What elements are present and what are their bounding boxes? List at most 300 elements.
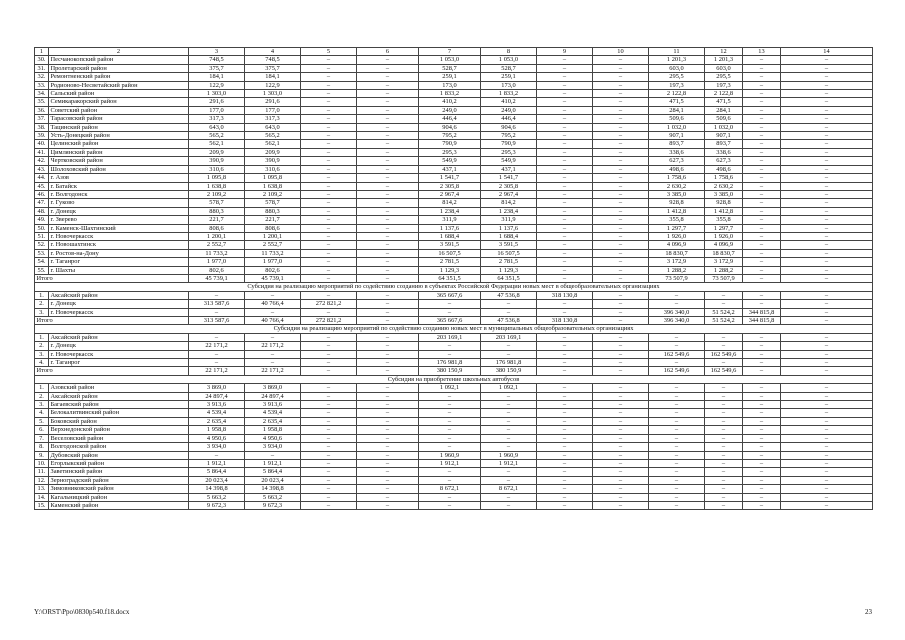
table-row (35, 501, 873, 509)
amount-cell: – (357, 258, 419, 266)
amount-cell: 748,5 (189, 56, 245, 64)
amount-cell: 2 630,2 (705, 182, 743, 190)
total-row (35, 317, 873, 325)
amount-cell: – (357, 64, 419, 72)
amount-cell: – (537, 56, 593, 64)
amount-cell: – (781, 232, 873, 240)
amount-cell: – (743, 56, 781, 64)
amount-cell: – (705, 417, 743, 425)
amount-cell: – (743, 174, 781, 182)
amount-cell: – (649, 468, 705, 476)
amount-cell: – (537, 98, 593, 106)
amount-cell: – (301, 73, 357, 81)
amount-cell: 14 398,8 (245, 485, 301, 493)
amount-cell: – (189, 451, 245, 459)
row-number: 31. (35, 64, 49, 72)
amount-cell: – (357, 90, 419, 98)
municipality-name: Белокалитвинский район (49, 409, 189, 417)
total-amount: 45 739,1 (189, 274, 245, 282)
amount-cell: 1 129,3 (419, 266, 481, 274)
table-row (35, 426, 873, 434)
amount-cell: – (357, 451, 419, 459)
column-number: 7 (419, 48, 481, 56)
amount-cell: – (301, 207, 357, 215)
amount-cell: – (301, 98, 357, 106)
amount-cell: 1 912,1 (481, 459, 537, 467)
row-number: 52. (35, 241, 49, 249)
amount-cell: – (537, 232, 593, 240)
amount-cell: – (301, 468, 357, 476)
amount-cell: 808,6 (189, 224, 245, 232)
amount-cell: – (593, 392, 649, 400)
total-amount: – (781, 367, 873, 375)
amount-cell: – (357, 132, 419, 140)
amount-cell: 2 305,8 (419, 182, 481, 190)
amount-cell: 528,7 (481, 64, 537, 72)
amount-cell: – (301, 199, 357, 207)
municipality-name: г. Ростов-на-Дону (49, 249, 189, 257)
amount-cell: 317,3 (245, 115, 301, 123)
amount-cell: – (245, 308, 301, 316)
amount-cell: 51 524,2 (705, 308, 743, 316)
amount-cell: 344 815,8 (743, 308, 781, 316)
row-number: 49. (35, 216, 49, 224)
amount-cell: – (743, 266, 781, 274)
column-number: 9 (537, 48, 593, 56)
municipality-name: Советский район (49, 106, 189, 114)
table-row (35, 476, 873, 484)
document-path: Y:\ORST\Ppo\0830p540.f18.docx (34, 608, 130, 616)
amount-cell: – (357, 308, 419, 316)
amount-cell: – (593, 165, 649, 173)
amount-cell: 1 303,0 (189, 90, 245, 98)
amount-cell: 802,6 (245, 266, 301, 274)
row-number: 13. (35, 485, 49, 493)
amount-cell: 4 950,6 (245, 434, 301, 442)
row-number: 40. (35, 140, 49, 148)
amount-cell: – (537, 501, 593, 509)
column-number: 11 (649, 48, 705, 56)
amount-cell: 162 549,6 (705, 350, 743, 358)
table-row (35, 451, 873, 459)
amount-cell: – (301, 451, 357, 459)
amount-cell: – (301, 56, 357, 64)
amount-cell: – (537, 426, 593, 434)
amount-cell: 1 303,0 (245, 90, 301, 98)
total-label: Итого (35, 274, 189, 282)
municipality-name: г. Батайск (49, 182, 189, 190)
amount-cell: – (357, 333, 419, 341)
table-row (35, 300, 873, 308)
amount-cell: – (781, 81, 873, 89)
table-row (35, 73, 873, 81)
table-row (35, 132, 873, 140)
amount-cell: 795,2 (419, 132, 481, 140)
total-amount: – (743, 274, 781, 282)
row-number: 39. (35, 132, 49, 140)
amount-cell: – (301, 392, 357, 400)
amount-cell: – (743, 426, 781, 434)
amount-cell: – (481, 468, 537, 476)
row-number: 1. (35, 384, 49, 392)
amount-cell: – (481, 501, 537, 509)
amount-cell: 396 340,0 (649, 308, 705, 316)
municipality-name: Усть-Донецкий район (49, 132, 189, 140)
amount-cell: 1 095,8 (245, 174, 301, 182)
total-amount: 22 171,2 (245, 367, 301, 375)
row-number: 36. (35, 106, 49, 114)
amount-cell: – (593, 182, 649, 190)
municipality-name: Шолоховский район (49, 165, 189, 173)
amount-cell: 390,9 (189, 157, 245, 165)
amount-cell: 209,9 (245, 148, 301, 156)
amount-cell: 471,5 (649, 98, 705, 106)
amount-cell: – (357, 157, 419, 165)
table-row (35, 342, 873, 350)
amount-cell: 221,7 (189, 216, 245, 224)
amount-cell: – (593, 350, 649, 358)
amount-cell: – (649, 384, 705, 392)
amount-cell: 16 507,5 (481, 249, 537, 257)
amount-cell: 2 122,8 (649, 90, 705, 98)
amount-cell: 1 688,4 (419, 232, 481, 240)
amount-cell: – (537, 182, 593, 190)
table-row (35, 291, 873, 299)
municipality-name: г. Донецк (49, 300, 189, 308)
amount-cell: 928,8 (649, 199, 705, 207)
amount-cell: – (593, 401, 649, 409)
amount-cell: 291,6 (245, 98, 301, 106)
amount-cell: 1 200,1 (189, 232, 245, 240)
amount-cell: – (593, 115, 649, 123)
amount-cell: – (705, 443, 743, 451)
amount-cell: – (357, 199, 419, 207)
table-row (35, 123, 873, 131)
amount-cell: 928,8 (705, 199, 743, 207)
amount-cell: – (189, 308, 245, 316)
amount-cell: 5 663,2 (189, 493, 245, 501)
amount-cell: – (301, 64, 357, 72)
amount-cell: 2 552,7 (189, 241, 245, 249)
amount-cell: – (781, 308, 873, 316)
amount-cell: 2 635,4 (245, 417, 301, 425)
total-amount: – (537, 367, 593, 375)
amount-cell: – (593, 485, 649, 493)
amount-cell: 471,5 (705, 98, 743, 106)
amount-cell: 795,2 (481, 132, 537, 140)
amount-cell: – (357, 384, 419, 392)
amount-cell: 1 912,1 (245, 459, 301, 467)
amount-cell: 2 967,4 (481, 190, 537, 198)
amount-cell: – (245, 291, 301, 299)
amount-cell: 1 638,8 (245, 182, 301, 190)
municipality-name: г. Донецк (49, 207, 189, 215)
amount-cell: 627,3 (705, 157, 743, 165)
amount-cell: – (781, 207, 873, 215)
column-number: 10 (593, 48, 649, 56)
amount-cell: – (357, 417, 419, 425)
amount-cell: – (593, 451, 649, 459)
total-amount: 380 150,9 (419, 367, 481, 375)
amount-cell: – (419, 476, 481, 484)
amount-cell: – (357, 106, 419, 114)
amount-cell: 3 934,0 (245, 443, 301, 451)
amount-cell: 221,7 (245, 216, 301, 224)
amount-cell: – (537, 199, 593, 207)
amount-cell: – (537, 443, 593, 451)
amount-cell: 249,0 (481, 106, 537, 114)
municipality-name: Тацинский район (49, 123, 189, 131)
amount-cell: – (419, 493, 481, 501)
amount-cell: 3 913,6 (189, 401, 245, 409)
amount-cell: – (705, 459, 743, 467)
row-number: 34. (35, 90, 49, 98)
amount-cell: 295,5 (705, 73, 743, 81)
amount-cell: – (481, 434, 537, 442)
amount-cell: – (357, 241, 419, 249)
row-number: 1. (35, 333, 49, 341)
municipality-name: Пролетарский район (49, 64, 189, 72)
amount-cell: – (649, 501, 705, 509)
amount-cell: – (781, 249, 873, 257)
amount-cell: 24 897,4 (245, 392, 301, 400)
amount-cell: – (301, 266, 357, 274)
amount-cell: – (705, 501, 743, 509)
table-row (35, 392, 873, 400)
amount-cell: 284,1 (705, 106, 743, 114)
amount-cell: 5 864,4 (189, 468, 245, 476)
column-number: 2 (49, 48, 189, 56)
amount-cell: – (743, 493, 781, 501)
amount-cell: – (189, 350, 245, 358)
amount-cell: 338,6 (649, 148, 705, 156)
amount-cell: – (705, 333, 743, 341)
amount-cell: – (743, 207, 781, 215)
amount-cell: 4 096,9 (649, 241, 705, 249)
amount-cell: 603,0 (705, 64, 743, 72)
municipality-name: г. Таганрог (49, 258, 189, 266)
amount-cell: – (189, 291, 245, 299)
amount-cell: 1 032,0 (649, 123, 705, 131)
amount-cell: – (781, 157, 873, 165)
amount-cell: – (781, 190, 873, 198)
municipality-name: г. Волгодонск (49, 190, 189, 198)
amount-cell: 1 201,3 (705, 56, 743, 64)
amount-cell: 3 385,0 (649, 190, 705, 198)
amount-cell: – (357, 476, 419, 484)
total-amount: 396 340,0 (649, 317, 705, 325)
amount-cell: – (781, 224, 873, 232)
amount-cell: – (357, 443, 419, 451)
municipality-name: г. Гуково (49, 199, 189, 207)
amount-cell: – (781, 98, 873, 106)
amount-cell: – (743, 90, 781, 98)
column-number: 5 (301, 48, 357, 56)
amount-cell: – (301, 476, 357, 484)
amount-cell: – (781, 384, 873, 392)
amount-cell: 20 023,4 (189, 476, 245, 484)
amount-cell: – (301, 485, 357, 493)
table-row (35, 409, 873, 417)
amount-cell: 3 591,5 (481, 241, 537, 249)
amount-cell: – (537, 115, 593, 123)
row-number: 51. (35, 232, 49, 240)
municipality-name: г. Азов (49, 174, 189, 182)
amount-cell: 176 981,8 (419, 359, 481, 367)
amount-cell: 311,9 (419, 216, 481, 224)
amount-cell: – (301, 182, 357, 190)
amount-cell: 509,6 (649, 115, 705, 123)
amount-cell: – (593, 199, 649, 207)
amount-cell: 173,0 (419, 81, 481, 89)
amount-cell: 3 172,9 (705, 258, 743, 266)
amount-cell: – (301, 459, 357, 467)
amount-cell: – (781, 409, 873, 417)
amount-cell: – (245, 333, 301, 341)
column-number: 8 (481, 48, 537, 56)
amount-cell: 565,2 (245, 132, 301, 140)
column-number: 12 (705, 48, 743, 56)
amount-cell: – (301, 291, 357, 299)
amount-cell: 802,6 (189, 266, 245, 274)
amount-cell: – (743, 98, 781, 106)
municipality-name: Сальский район (49, 90, 189, 98)
amount-cell: 249,0 (419, 106, 481, 114)
section-title: Субсидия на реализацию мероприятий по содействию созданию в субъектах Российской Федерации новых мест в общеобразовательных организациях (35, 283, 873, 291)
amount-cell: – (357, 232, 419, 240)
amount-cell: – (781, 401, 873, 409)
amount-cell: – (781, 106, 873, 114)
municipality-name: г. Новочеркасск (49, 308, 189, 316)
amount-cell: – (649, 291, 705, 299)
row-number: 3. (35, 401, 49, 409)
amount-cell: – (301, 90, 357, 98)
amount-cell: – (781, 300, 873, 308)
municipality-name: Веселовский район (49, 434, 189, 442)
municipality-name: г. Новочеркасск (49, 232, 189, 240)
amount-cell: 3 385,0 (705, 190, 743, 198)
amount-cell: – (537, 409, 593, 417)
amount-cell: – (781, 443, 873, 451)
amount-cell: – (419, 417, 481, 425)
total-row (35, 274, 873, 282)
amount-cell: – (245, 350, 301, 358)
amount-cell: – (537, 333, 593, 341)
amount-cell: – (705, 342, 743, 350)
row-number: 4. (35, 409, 49, 417)
row-number: 30. (35, 56, 49, 64)
amount-cell: – (649, 493, 705, 501)
amount-cell: 47 536,8 (481, 291, 537, 299)
table-row (35, 157, 873, 165)
amount-cell: – (357, 216, 419, 224)
amount-cell: – (781, 392, 873, 400)
amount-cell: – (301, 148, 357, 156)
table-row (35, 148, 873, 156)
amount-cell: – (481, 476, 537, 484)
amount-cell: – (357, 165, 419, 173)
amount-cell: 162 549,6 (649, 350, 705, 358)
amount-cell: – (705, 468, 743, 476)
total-amount: – (743, 367, 781, 375)
amount-cell: – (781, 468, 873, 476)
amount-cell: 1 288,2 (705, 266, 743, 274)
municipality-name: Аксайский район (49, 333, 189, 341)
amount-cell: 1 137,6 (481, 224, 537, 232)
section-title: Субсидия на реализацию мероприятий по содействию созданию новых мест в муниципальных общеобразовательных организациях (35, 325, 873, 333)
amount-cell: – (189, 333, 245, 341)
amount-cell: 1 541,7 (481, 174, 537, 182)
amount-cell: – (743, 392, 781, 400)
amount-cell: 643,0 (245, 123, 301, 131)
amount-cell: – (537, 174, 593, 182)
amount-cell: 2 967,4 (419, 190, 481, 198)
amount-cell: – (781, 493, 873, 501)
amount-cell: – (357, 459, 419, 467)
municipality-name: Багаевский район (49, 401, 189, 409)
amount-cell: 375,7 (189, 64, 245, 72)
row-number: 11. (35, 468, 49, 476)
amount-cell: – (743, 291, 781, 299)
amount-cell: – (593, 426, 649, 434)
municipality-name: Семикаракорский район (49, 98, 189, 106)
amount-cell: 1 201,3 (649, 56, 705, 64)
amount-cell: – (481, 300, 537, 308)
amount-cell: – (593, 501, 649, 509)
amount-cell: 197,3 (705, 81, 743, 89)
table-row (35, 232, 873, 240)
amount-cell: – (419, 300, 481, 308)
amount-cell: – (301, 308, 357, 316)
municipality-name: Родионово-Несветайский район (49, 81, 189, 89)
amount-cell: – (537, 132, 593, 140)
amount-cell: 1 960,9 (419, 451, 481, 459)
amount-cell: – (781, 501, 873, 509)
amount-cell: 907,1 (649, 132, 705, 140)
amount-cell: – (537, 342, 593, 350)
amount-cell: 1 758,6 (649, 174, 705, 182)
amount-cell: – (649, 443, 705, 451)
amount-cell: 3 172,9 (649, 258, 705, 266)
amount-cell: – (357, 224, 419, 232)
amount-cell: 184,1 (189, 73, 245, 81)
amount-cell: 603,0 (649, 64, 705, 72)
amount-cell: – (419, 392, 481, 400)
municipality-name: Верхнедонской район (49, 426, 189, 434)
table-row (35, 493, 873, 501)
amount-cell: 1 688,4 (481, 232, 537, 240)
amount-cell: – (743, 501, 781, 509)
amount-cell: – (743, 190, 781, 198)
table-row (35, 81, 873, 89)
amount-cell: – (537, 451, 593, 459)
municipality-name: г. Донецк (49, 342, 189, 350)
amount-cell: – (537, 350, 593, 358)
amount-cell: 122,9 (189, 81, 245, 89)
total-amount: 313 587,6 (189, 317, 245, 325)
amount-cell: – (649, 459, 705, 467)
amount-cell: – (781, 216, 873, 224)
table-row (35, 140, 873, 148)
amount-cell: – (537, 148, 593, 156)
row-number: 15. (35, 501, 49, 509)
amount-cell: 2 635,4 (189, 417, 245, 425)
amount-cell: 1 541,7 (419, 174, 481, 182)
amount-cell: – (301, 426, 357, 434)
amount-cell: – (301, 342, 357, 350)
amount-cell: 310,6 (189, 165, 245, 173)
amount-cell: – (301, 123, 357, 131)
